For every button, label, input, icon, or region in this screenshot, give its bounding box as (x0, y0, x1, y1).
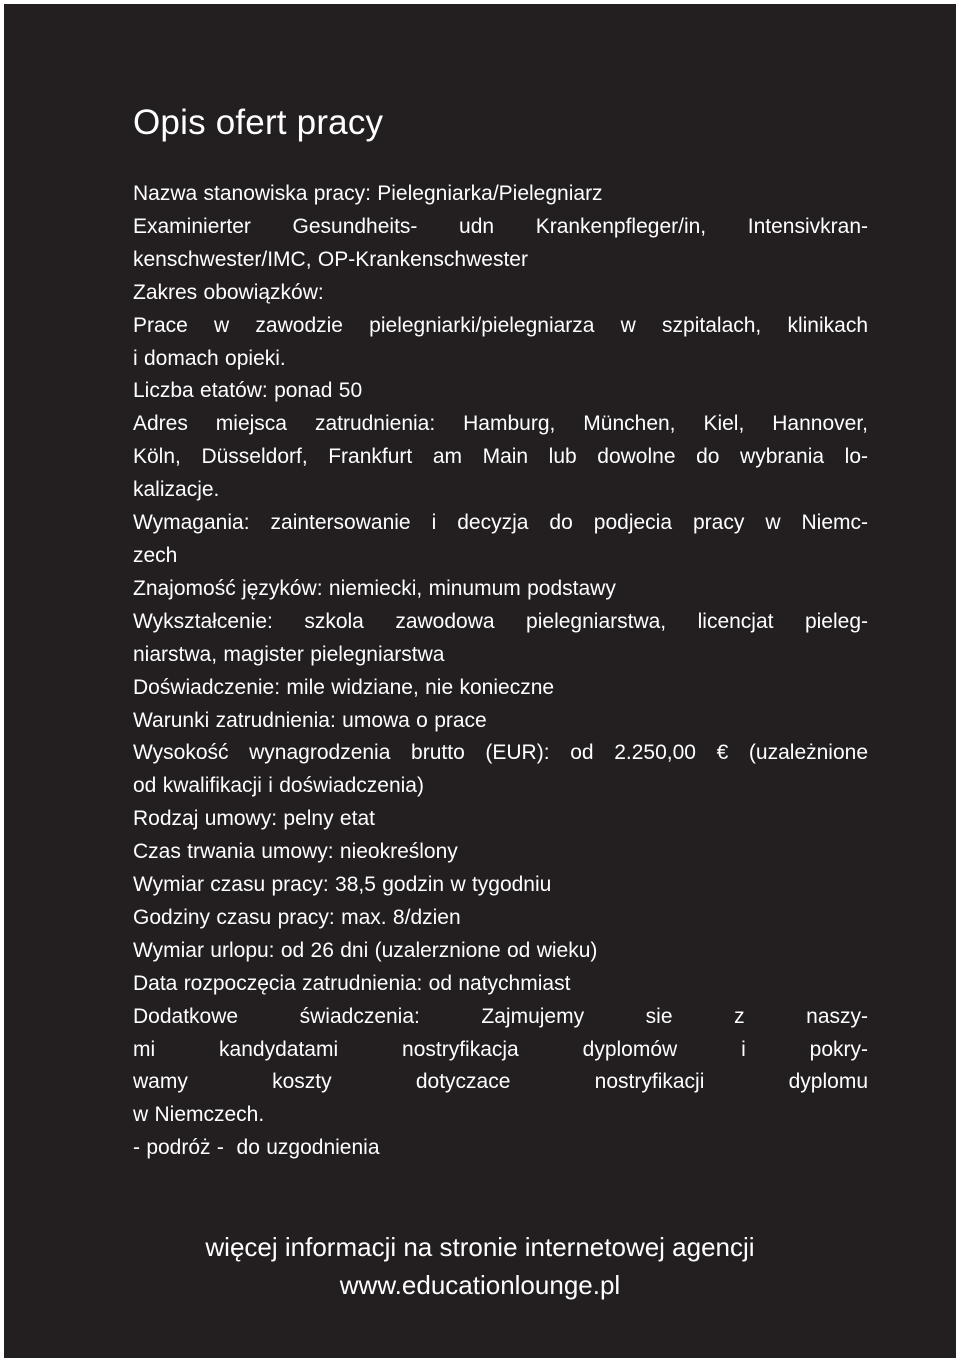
description-line: niarstwa, magister pielegniarstwa (133, 642, 445, 666)
description-line: Wymiar czasu pracy: 38,5 godzin w tygodniu (133, 873, 552, 897)
description-line: Godziny czasu pracy: max. 8/dzien (133, 905, 461, 929)
description-line: zech (133, 543, 178, 567)
description-line: od kwalifikacji i doświadczenia) (133, 774, 424, 798)
agency-website-url: www.educationlounge.pl (339, 1270, 621, 1300)
description-line: Wykształcenie: szkola zawodowa pielegniarstwa, licencjat pieleg- (133, 609, 868, 633)
description-line: Znajomość języków: niemiecki, minumum podstawy (133, 576, 616, 600)
description-line: i domach opieki. (133, 346, 286, 370)
description-line: Data rozpoczęcia zatrudnienia: od natychmiast (133, 971, 571, 995)
description-line: Czas trwania umowy: nieokreślony (133, 840, 458, 864)
description-line: kalizacje. (133, 478, 220, 502)
description-line: wamy koszty dotyczace nostryfikacji dyplomu (133, 1070, 868, 1094)
description-line: Rodzaj umowy: pelny etat (133, 807, 375, 831)
document-page (4, 4, 956, 1358)
page-title: Opis ofert pracy (133, 103, 384, 142)
description-line: Köln, Düsseldorf, Frankfurt am Main lub dowolne do wybrania lo- (133, 445, 868, 469)
description-line: Liczba etatów: ponad 50 (133, 379, 363, 403)
description-line: kenschwester/IMC, OP-Krankenschwester (133, 247, 528, 271)
description-line: Doświadczenie: mile widziane, nie konieczne (133, 675, 555, 699)
description-line: Prace w zawodzie pielegniarki/pielegniarza w szpitalach, klinikach (133, 313, 868, 337)
description-line: Wymagania: zaintersowanie i decyzja do podjecia pracy w Niemc- (133, 511, 868, 535)
description-line: mi kandydatami nostryfikacja dyplomów i pokry- (133, 1037, 868, 1061)
description-line: - podróż - do uzgodnienia (133, 1136, 380, 1160)
description-line: Examinierter Gesundheits- udn Krankenpfleger/in, Intensivkran- (133, 214, 868, 238)
footer-info-text: więcej informacji na stronie internetowej agencji (205, 1232, 755, 1262)
description-line: Nazwa stanowiska pracy: Pielegniarka/Pielegniarz (133, 182, 603, 205)
job-description (133, 178, 868, 1165)
description-line: Dodatkowe świadczenia: Zajmujemy sie z naszy- (133, 1004, 868, 1028)
footer (4, 1228, 956, 1304)
description-line: Warunki zatrudnienia: umowa o prace (133, 708, 487, 732)
description-line: Wysokość wynagrodzenia brutto (EUR): od 2.250,00 € (uzależnione (133, 741, 868, 765)
description-line: w Niemczech. (133, 1103, 265, 1127)
description-line: Zakres obowiązków: (133, 280, 324, 304)
description-line: Wymiar urlopu: od 26 dni (uzalerznione od wieku) (133, 938, 598, 962)
description-line: Adres miejsca zatrudnienia: Hamburg, München, Kiel, Hannover, (133, 412, 868, 436)
